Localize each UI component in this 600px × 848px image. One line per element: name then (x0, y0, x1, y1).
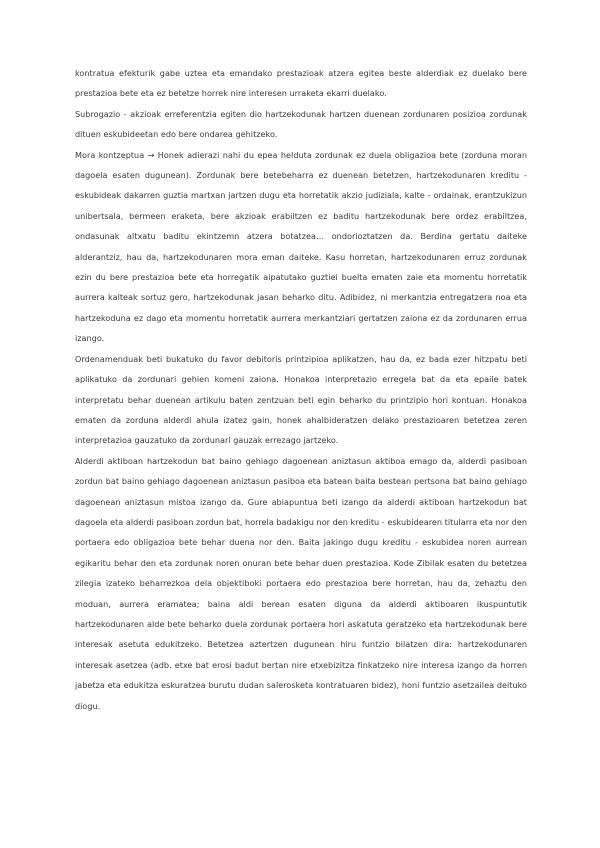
paragraph-favor-debitoris: Ordenamenduak beti bukatuko du favor debitoris printzipioa aplikatzen, hau da, ez bada ezer hitzpatu beti aplikatuko da zordunari gehien komeni zaiona. Honakoa interpretazio erregela bat da eta epaile batek interpretatu behar duenean artikulu baten zentzuan beti egin beharko du printzipio hori kontuan. Honakoa ematen da zorduna alderdi ahula izatez gain, honek ahalbideratzen delako prestazioaren betetzea zeren interpretazioa gauzatuko da zordunari gauzak errezago jartzeko. (75, 353, 527, 446)
paragraph-mora: Mora kontzeptua → Honek adierazi nahi du epea helduta zordunak ez duela obligazioa bete (zorduna moran dagoela esaten dugunean). Zordunak bere betebeharra ez duenean betetzen, hartzekodunaren kreditu - eskubideak dakarren guztia martxan jartzen dugu eta horretatik akzio judiziala, kalte - ordainak, erantzukizun unibertsala, bermeen eraketa, bere akzioak erabiltzen ez baditu hartzekodunak bere ordez erabiltzea, ondasunak altxatu baditu ekintzemn atzera botatzea… ondorioztatzen da. Berdina gertatu daiteke alderantziz, hau da, hartzekodunaren mora eman daiteke. Kasu horretan, hartzekodunaren erruz zordunak ezin du bere prestazioa bete eta horregatik aipatutako guztiei bueltа ematen zaie eta momentu horretatik aurrera kalteak sortuz gero, hartzekodunak jasan beharko ditu. Adibidez, ni merkantzia entregatzera noa eta hartzekoduna ez dago eta momentu horretatik aurrera merkantziari gertatzen zaiona ez da zordunaren errua izango. (75, 149, 527, 344)
paragraph-contract-annulment: kontratua efekturik gabe uztea eta emandako prestazioak atzera egitea beste alderdiak ez duelako bere prestazioa bete eta ez betetze horrek nire interesen urraketa ekarri duelako. (75, 68, 527, 99)
paragraph-subrogation: Subrogazio - akzioak erreferentzia egiten dio hartzekodunak hartzen duenean zordunaren posizioa zordunak dituen eskubideetan edo bere ondarea gehitzeko. (75, 108, 527, 140)
paragraph-plurality-of-parties: Alderdi aktiboan hartzekodun bat baino gehiago dagoenean aniztasun aktiboa emago da, alderdi pasiboan zordun bat baino gehiago dagoenean aniztasun pasiboa eta batean baita bestean pertsona bat baino gehiago dagoenean aniztasun mistoa izango da. Gure abiapuntua beti izango da alderdi aktiboan hartzekodun bat dagoela eta alderdi pasiboan zordun bat, horrela badakigu nor den kreditu - eskubidearen titularra eta nor den portaera edo obligazioa bete behar duena nor den. Baita jakingo dugu kreditu - eskubidea noren aurrean egikaritu behar den eta zordunak noren onuran bete behar duen prestazioa. Kode Zibilak esaten du betetzea zilegia izateko beharrezkoa dela objektiboki portaera edo prestazioa bere horretan, hau da, zehaztu den moduan, aurrera eramatea; baina aldi berean esaten diguna da alderdi aktiboaren ikuspuntutik hartzekodunaren alde bete beharko duela zordunak portaera hori askatuta geratzeko eta hartzekodunak bere interesak asetuta edukitzeko. Betetzea aztertzen dugunean hiru funtzio bilatzen dira: hartzekodunaren interesak asetzea (adb. etxe bat erosi badut bertan nire etxebizitza finkatzeko nire interesa izango da horren jabetza eta edukitza eskuratzea burutu dudan salerosketa kontratuaren bidez), honi funtzio asetzailea deituko diogu. (75, 455, 527, 711)
document-body (75, 63, 527, 716)
